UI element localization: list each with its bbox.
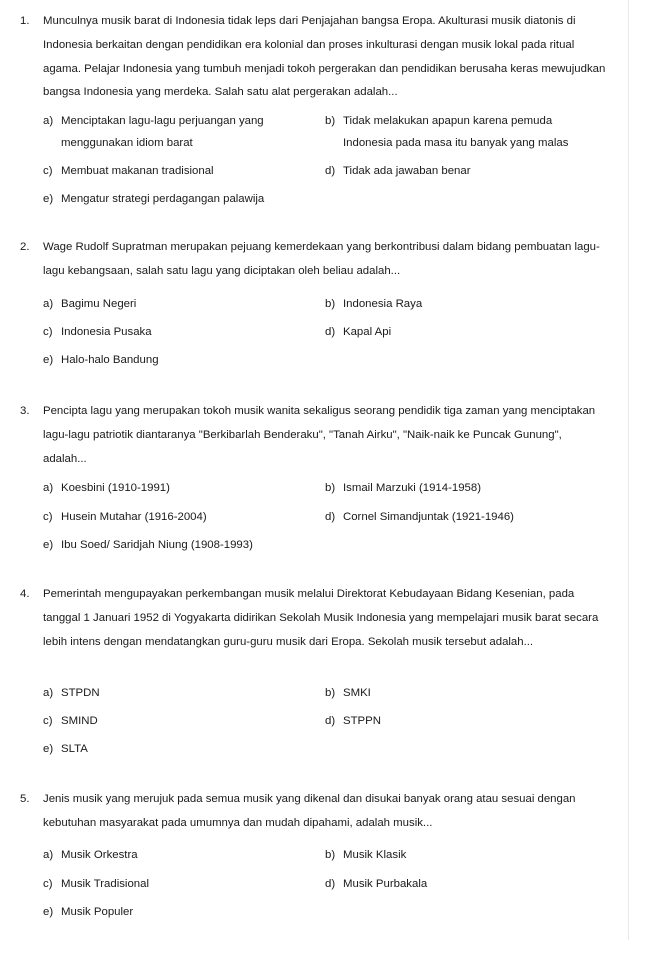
option-e[interactable]: [43, 902, 288, 924]
option-letter: c): [43, 878, 53, 890]
option-letter: a): [43, 687, 54, 699]
option-letter: d): [325, 165, 336, 177]
option-a[interactable]: [43, 478, 288, 500]
option-a[interactable]: [43, 845, 288, 867]
option-c[interactable]: [43, 322, 288, 344]
option-b[interactable]: [325, 111, 595, 154]
option-b[interactable]: [325, 845, 595, 867]
option-b[interactable]: [325, 294, 595, 316]
option-letter: c): [43, 511, 53, 523]
question-text: Pemerintah mengupayakan perkembangan musik melalui Direktorat Kebudayaan Bidang Kesenian, pada tanggal 1 Januari 1952 di Yogyakarta didirikan Sekolah Musik Indonesia yang mempelajari musik barat secara lebih intens dengan mendatangkan guru-guru musik dari Eropa. Sekolah musik tersebut adalah...: [43, 588, 599, 648]
option-text: Cornel Simandjuntak (1921-1946): [343, 511, 514, 523]
option-text: Indonesia Pusaka: [61, 326, 152, 338]
option-c[interactable]: [43, 161, 288, 183]
option-letter: d): [325, 326, 336, 338]
option-text: Koesbini (1910-1991): [61, 482, 170, 494]
option-text: Membuat makanan tradisional: [61, 165, 214, 177]
option-letter: d): [325, 511, 336, 523]
option-a[interactable]: [43, 111, 288, 154]
question-number: 2.: [20, 241, 30, 253]
option-e[interactable]: [43, 535, 443, 557]
option-text: Musik Tradisional: [61, 878, 149, 890]
option-letter: e): [43, 539, 54, 551]
option-letter: c): [43, 165, 53, 177]
option-text: SLTA: [61, 743, 88, 755]
option-text: Mengatur strategi perdagangan palawija: [61, 193, 265, 205]
option-letter: b): [325, 849, 336, 861]
option-letter: c): [43, 326, 53, 338]
option-a[interactable]: [43, 294, 288, 316]
option-text: Husein Mutahar (1916-2004): [61, 511, 207, 523]
question-text: Munculnya musik barat di Indonesia tidak leps dari Penjajahan bangsa Eropa. Akulturasi musik diatonis di Indonesia berkaitan dengan pendidikan era kolonial dan proses inkulturasi dengan musik lokal pada ritual agama. Pelajar Indonesia yang tumbuh menjadi tokoh pergerakan dan pendidikan berusaha keras mewujudkan bangsa Indonesia yang merdeka. Salah satu alat pergerakan adalah...: [43, 15, 606, 99]
option-text: Ibu Soed/ Saridjah Niung (1908-1993): [61, 539, 253, 551]
option-text: Musik Purbakala: [343, 878, 428, 890]
option-letter: b): [325, 687, 336, 699]
option-e[interactable]: [43, 739, 288, 761]
option-letter: d): [325, 878, 336, 890]
option-text: Halo-halo Bandung: [61, 354, 159, 366]
option-d[interactable]: [325, 507, 595, 529]
option-text: SMKI: [343, 687, 371, 699]
option-letter: b): [325, 115, 336, 127]
option-d[interactable]: [325, 322, 595, 344]
option-text: Bagimu Negeri: [61, 298, 137, 310]
option-text: Menciptakan lagu-lagu perjuangan yang menggunakan idiom barat: [61, 115, 264, 149]
option-text: Musik Orkestra: [61, 849, 138, 861]
question-text: Pencipta lagu yang merupakan tokoh musik wanita sekaligus seorang pendidik tiga zaman yang menciptakan lagu-lagu patriotik diantaranya "Berkibarlah Benderaku", "Tanah Airku", "Naik-naik ke Puncak Gunung", adalah...: [43, 405, 596, 465]
option-b[interactable]: [325, 478, 595, 500]
option-c[interactable]: [43, 711, 288, 733]
option-e[interactable]: [43, 350, 288, 372]
option-letter: a): [43, 298, 54, 310]
option-text: Tidak melakukan apapun karena pemuda Indonesia pada masa itu banyak yang malas: [343, 115, 569, 149]
option-letter: e): [43, 906, 54, 918]
question-text: Wage Rudolf Supratman merupakan pejuang kemerdekaan yang berkontribusi dalam bidang pembuatan lagu-lagu kebangsaan, salah satu lagu yang diciptakan oleh beliau adalah...: [43, 241, 600, 277]
question-number: 1.: [20, 15, 30, 27]
question-number: 4.: [20, 588, 30, 600]
option-letter: e): [43, 193, 54, 205]
option-text: STPPN: [343, 715, 381, 727]
option-letter: a): [43, 115, 54, 127]
option-d[interactable]: [325, 711, 595, 733]
option-letter: c): [43, 715, 53, 727]
option-d[interactable]: [325, 874, 595, 896]
option-a[interactable]: [43, 683, 288, 705]
option-c[interactable]: [43, 874, 288, 896]
option-b[interactable]: [325, 683, 595, 705]
option-text: Kapal Api: [343, 326, 392, 338]
option-text: STPDN: [61, 687, 100, 699]
question-number: 5.: [20, 793, 30, 805]
option-letter: b): [325, 482, 336, 494]
option-text: SMIND: [61, 715, 98, 727]
option-text: Musik Populer: [61, 906, 134, 918]
option-text: Tidak ada jawaban benar: [343, 165, 471, 177]
question-text: Jenis musik yang merujuk pada semua musik yang dikenal dan disukai banyak orang atau sesuai dengan kebutuhan masyarakat pada umumnya dan mudah dipahami, adalah musik...: [43, 793, 576, 829]
page-margin-rule: [628, 0, 629, 940]
question-number: 3.: [20, 405, 30, 417]
option-text: Musik Klasik: [343, 849, 407, 861]
option-d[interactable]: [325, 161, 595, 183]
option-letter: e): [43, 354, 54, 366]
option-letter: a): [43, 849, 54, 861]
option-letter: d): [325, 715, 336, 727]
option-text: Indonesia Raya: [343, 298, 423, 310]
option-letter: a): [43, 482, 54, 494]
option-text: Ismail Marzuki (1914-1958): [343, 482, 482, 494]
option-letter: e): [43, 743, 54, 755]
option-c[interactable]: [43, 507, 288, 529]
option-e[interactable]: [43, 189, 443, 211]
option-letter: b): [325, 298, 336, 310]
